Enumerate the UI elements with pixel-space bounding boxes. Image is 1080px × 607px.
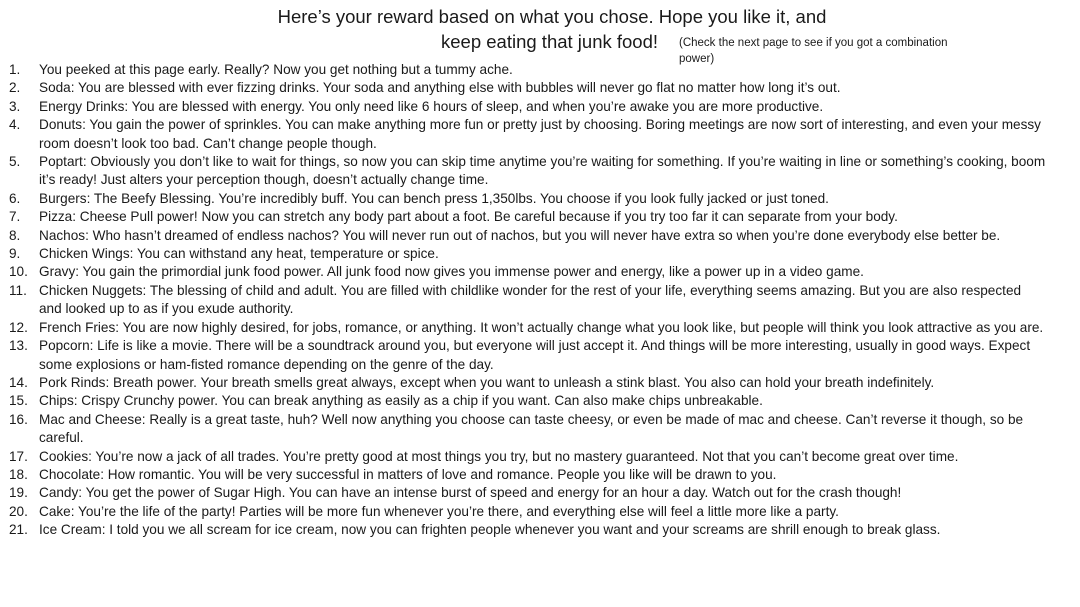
list-item — [0, 411, 1080, 448]
list-item — [0, 263, 1080, 281]
item-text: Cake: You’re the life of the party! Parties will be more fun whenever you’re there, and everything else will feel a little more like a party. — [39, 503, 839, 519]
item-text: Mac and Cheese: Really is a great taste, huh? Well now anything you choose can taste cheesy, or even be made of mac and cheese. Can’t reverse it though, so be careful. — [39, 411, 1024, 446]
item-number: 10. — [9, 264, 28, 280]
list-item — [0, 79, 1080, 97]
item-number: 13. — [9, 338, 28, 354]
item-number: 17. — [9, 448, 28, 464]
list-item — [0, 319, 1080, 337]
item-text: Chips: Crispy Crunchy power. You can break anything as easily as a chip if you want. Can also make chips unbreakable. — [39, 393, 763, 409]
item-number: 14. — [9, 374, 28, 390]
item-number: 5. — [9, 154, 21, 170]
item-text: Pork Rinds: Breath power. Your breath smells great always, except when you want to unleash a stink blast. You also can hold your breath indefinitely. — [39, 374, 935, 390]
item-number: 3. — [9, 98, 21, 114]
list-item — [0, 466, 1080, 484]
list-item — [0, 245, 1080, 263]
list-item — [0, 98, 1080, 116]
item-number: 6. — [9, 190, 21, 206]
page-subtitle: keep eating that junk food! — [441, 31, 659, 52]
list-item — [0, 448, 1080, 466]
list-item — [0, 190, 1080, 208]
reward-list — [0, 61, 1080, 540]
item-text: Poptart: Obviously you don’t like to wait for things, so now you can skip time anytime you’re waiting for something. If you’re waiting in line or something’s cooking, boom it’s ready! Just alters your perception though, doesn’t actually change time. — [39, 154, 1046, 188]
list-item — [0, 208, 1080, 226]
item-number: 20. — [9, 503, 28, 519]
list-item — [0, 503, 1080, 521]
item-text: Cookies: You’re now a jack of all trades. You’re pretty good at most things you try, but no mastery guaranteed. Not that you can’t become great over time. — [39, 448, 959, 464]
item-text: Soda: You are blessed with ever fizzing drinks. Your soda and anything else with bubbles will never go flat no matter how long it’s out. — [39, 80, 841, 96]
item-number: 1. — [9, 62, 21, 77]
item-number: 8. — [9, 227, 21, 243]
item-text: Ice Cream: I told you we all scream for ice cream, now you can frighten people whenever you want and your screams are shrill enough to break glass. — [39, 522, 941, 538]
item-text: Chicken Wings: You can withstand any heat, temperature or spice. — [39, 246, 439, 262]
list-item — [0, 521, 1080, 539]
item-number: 4. — [9, 117, 21, 133]
item-text: Gravy: You gain the primordial junk food power. All junk food now gives you immense power and energy, like a power up in a video game. — [39, 264, 864, 280]
list-item — [0, 116, 1080, 153]
item-number: 19. — [9, 485, 28, 501]
item-text: Candy: You get the power of Sugar High. You can have an intense burst of speed and energy for an hour a day. Watch out for the crash though! — [39, 485, 902, 501]
item-text: Popcorn: Life is like a movie. There will be a soundtrack around you, but everyone will just accept it. And things will be more interesting, usually in good ways. Expect some explosions or ham-fisted romance depending on the genre of the day. — [39, 338, 1031, 372]
item-number: 9. — [9, 246, 21, 262]
item-number: 7. — [9, 209, 21, 225]
item-text: You peeked at this page early. Really? Now you get nothing but a tummy ache. — [39, 62, 513, 77]
item-number: 12. — [9, 319, 28, 335]
item-number: 16. — [9, 411, 28, 427]
list-item — [0, 484, 1080, 502]
combination-note: (Check the next page to see if you got a combination power) — [679, 37, 948, 65]
page-title: Here’s your reward based on what you chose. Hope you like it, and — [277, 6, 827, 27]
item-number: 18. — [9, 466, 28, 482]
item-number: 15. — [9, 393, 28, 409]
item-text: Donuts: You gain the power of sprinkles. You can make anything more fun or pretty just by choosing. Boring meetings are now sort of interesting, and even your messy room doesn’t look too bad. Can’t change people though. — [39, 117, 1041, 151]
list-item — [0, 374, 1080, 392]
item-text: French Fries: You are now highly desired, for jobs, romance, or anything. It won’t actually change what you look like, but people will think you look attractive as you are. — [39, 319, 1044, 335]
list-item — [0, 337, 1080, 374]
item-text: Nachos: Who hasn’t dreamed of endless nachos? You will never run out of nachos, but you will never have extra so when you’re done everybody else better be. — [39, 227, 1001, 243]
list-item — [0, 227, 1080, 245]
item-text: Pizza: Cheese Pull power! Now you can stretch any body part about a foot. Be careful because if you try too far it can separate from your body. — [39, 209, 898, 225]
item-text: Chocolate: How romantic. You will be very successful in matters of love and romance. People you like will be drawn to you. — [39, 466, 777, 482]
item-text: Burgers: The Beefy Blessing. You’re incredibly buff. You can bench press 1,350lbs. You choose if you look fully jacked or just toned. — [39, 190, 829, 206]
item-number: 2. — [9, 80, 21, 96]
item-text: Energy Drinks: You are blessed with energy. You only need like 6 hours of sleep, and when you’re awake you are more productive. — [39, 98, 824, 114]
item-text: Chicken Nuggets: The blessing of child and adult. You are filled with childlike wonder for the rest of your life, everything seems amazing. But you are also respected and looked up to as if you exude authority. — [39, 282, 1022, 317]
item-number: 21. — [9, 522, 28, 538]
item-number: 11. — [9, 282, 27, 298]
list-item — [0, 282, 1080, 319]
list-item — [0, 153, 1080, 190]
list-item — [0, 61, 1080, 79]
list-item — [0, 392, 1080, 410]
